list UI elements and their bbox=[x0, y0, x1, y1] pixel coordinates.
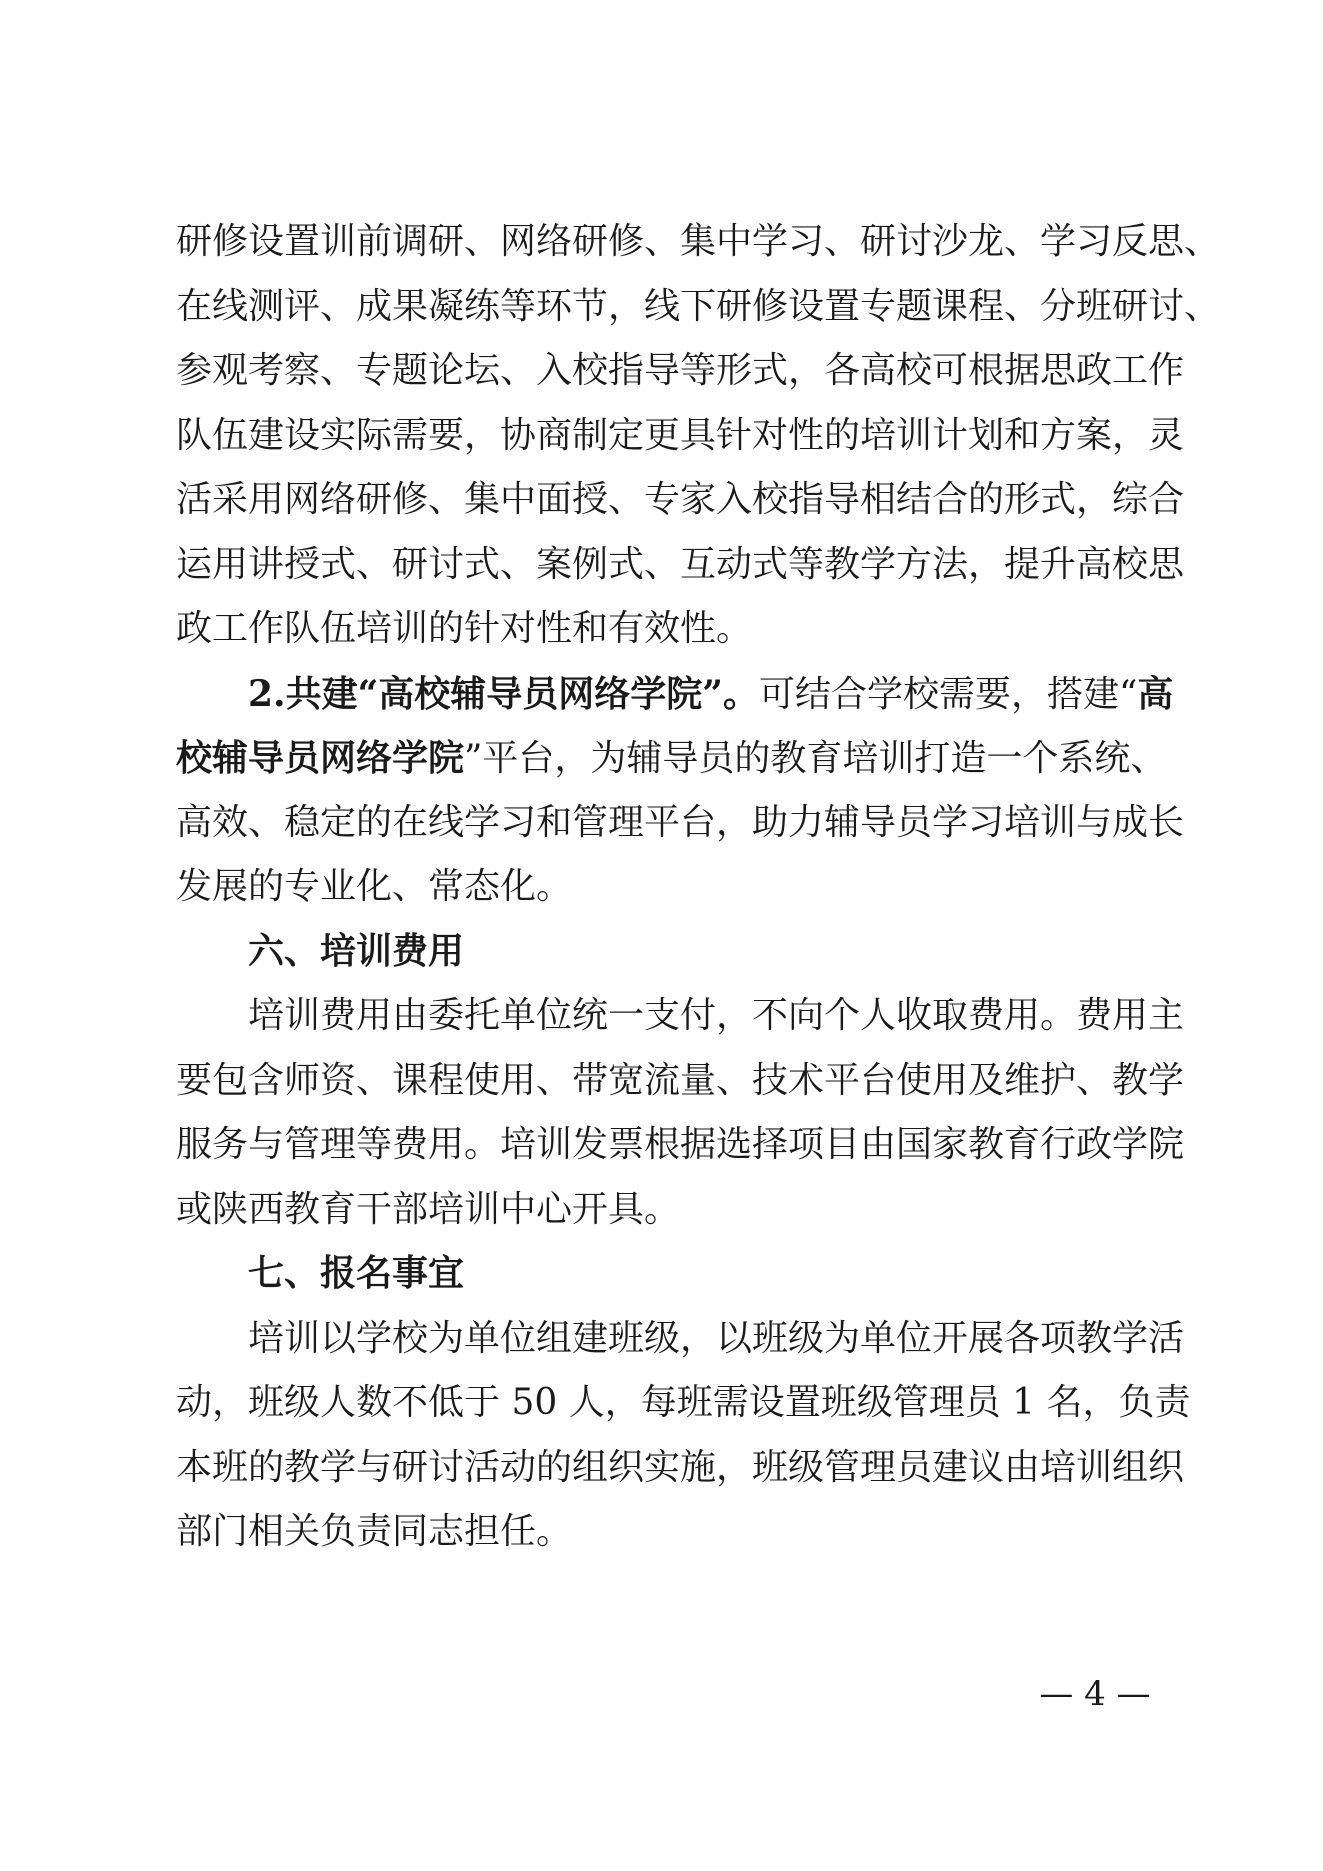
inline-bold-text: 高 bbox=[1137, 672, 1174, 715]
paragraph-line: 或陕西教育干部培训中心开具。 bbox=[176, 1188, 681, 1230]
paragraph-line: 动，班级人数不低于 50 人，每班需设置班级管理员 1 名，负责 bbox=[176, 1382, 1191, 1423]
paragraph-line bbox=[176, 662, 1174, 727]
paragraph-line: 活采用网络研修、集中面授、专家入校指导相结合的形式，综合 bbox=[176, 479, 1185, 520]
document-body bbox=[176, 210, 1221, 1565]
paragraph-line: 要包含师资、课程使用、带宽流量、技术平台使用及维护、教学 bbox=[176, 1059, 1185, 1101]
paragraph-line: 本班的教学与研讨活动的组织实施，班级管理员建议由培训组织 bbox=[176, 1446, 1185, 1488]
section-heading: 六、培训费用 bbox=[248, 930, 465, 972]
inline-bold-text: 校辅导员网络学院 bbox=[176, 737, 465, 779]
inline-text: 可结合学校需要，搭建“ bbox=[759, 673, 1138, 715]
paragraph-line: 高效、稳定的在线学习和管理平台，助力辅导员学习培训与成长 bbox=[176, 801, 1185, 843]
paragraph-line: 运用讲授式、研讨式、案例式、互动式等教学方法，提升高校思 bbox=[176, 543, 1185, 585]
paragraph-line: 在线测评、成果凝练等环节，线下研修设置专题课程、分班研讨、 bbox=[176, 285, 1221, 327]
paragraph-line: 部门相关负责同志担任。 bbox=[176, 1511, 573, 1552]
inline-text: ”平台，为辅导员的教育培训打造一个系统、 bbox=[464, 738, 1167, 779]
section-heading: 七、报名事宜 bbox=[248, 1253, 465, 1294]
paragraph-line: 研修设置训前调研、网络研修、集中学习、研讨沙龙、学习反思、 bbox=[176, 221, 1221, 262]
paragraph-line: 队伍建设实际需要，协商制定更具针对性的培训计划和方案，灵 bbox=[176, 414, 1185, 456]
paragraph-line: 政工作队伍培训的针对性和有效性。 bbox=[176, 608, 753, 649]
paragraph-line: 发展的专业化、常态化。 bbox=[176, 866, 573, 907]
paragraph-line: 参观考察、专题论坛、入校指导等形式，各高校可根据思政工作 bbox=[176, 350, 1185, 391]
inline-bold-title: 2.共建“高校辅导员网络学院”。 bbox=[248, 672, 759, 715]
paragraph-line: 培训以学校为单位组建班级，以班级为单位开展各项教学活 bbox=[248, 1317, 1185, 1359]
paragraph-line bbox=[176, 726, 1167, 791]
page-number: — 4 — bbox=[1039, 1674, 1151, 1714]
paragraph-line: 培训费用由委托单位统一支付，不向个人收取费用。费用主 bbox=[248, 995, 1185, 1036]
paragraph-line: 服务与管理等费用。培训发票根据选择项目由国家教育行政学院 bbox=[176, 1124, 1185, 1165]
